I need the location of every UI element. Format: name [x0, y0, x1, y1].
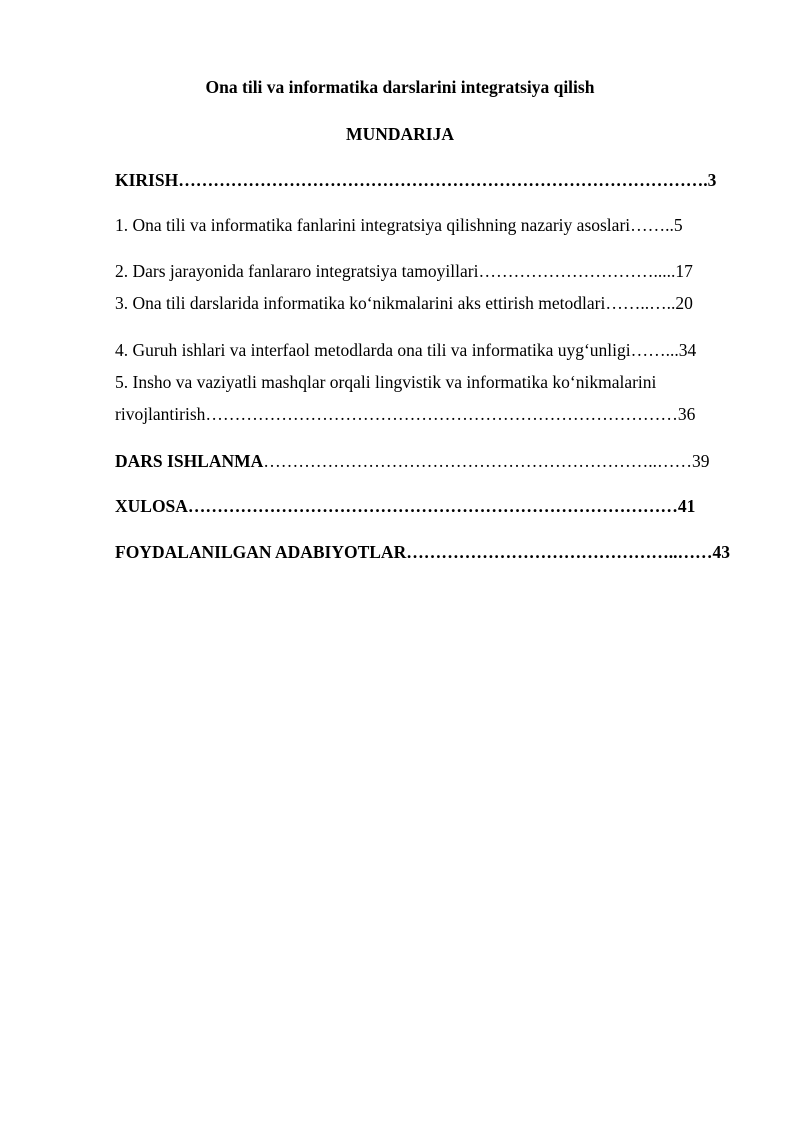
toc-entry-adabiyotlar: FOYDALANILGAN ADABIYOTLAR………………………………………..……43: [115, 542, 730, 562]
toc-entry-3: 3. Ona tili darslarida informatika ko‘nikmalarini aks ettirish metodlari……..…..20: [115, 293, 693, 313]
toc-entry-dars-ishlanma: [115, 450, 741, 472]
toc-entry-xulosa: XULOSA…………………………………………………………………………41: [115, 496, 696, 516]
document-title: Ona tili va informatika darslarini integratsiya qilish: [205, 77, 595, 97]
toc-entry-dars-ishlanma-text: DARS ISHLANMA: [115, 451, 264, 471]
toc-entry-2: 2. Dars jarayonida fanlararo integratsiya tamoyillari………………………….....17: [115, 261, 693, 281]
toc-entry-dars-ishlanma-leader: …………………………………………………………..……39: [263, 451, 710, 471]
toc-entry-4: 4. Guruh ishlari va interfaol metodlarda ona tili va informatika uyg‘unligi……...34: [115, 340, 697, 360]
toc-entry-1: 1. Ona tili va informatika fanlarini integratsiya qilishning nazariy asoslari……..5: [115, 215, 683, 235]
toc-entry-5-line1: 5. Insho va vaziyatli mashqlar orqali lingvistik va informatika ko‘nikmalarini: [115, 372, 657, 392]
toc-entry-5-line2: rivojlantirish………………………………………………………………………36: [115, 404, 696, 424]
toc-entry-kirish: KIRISH……………………………………………………………………………….3: [115, 170, 717, 190]
toc-heading: MUNDARIJA: [346, 124, 454, 144]
